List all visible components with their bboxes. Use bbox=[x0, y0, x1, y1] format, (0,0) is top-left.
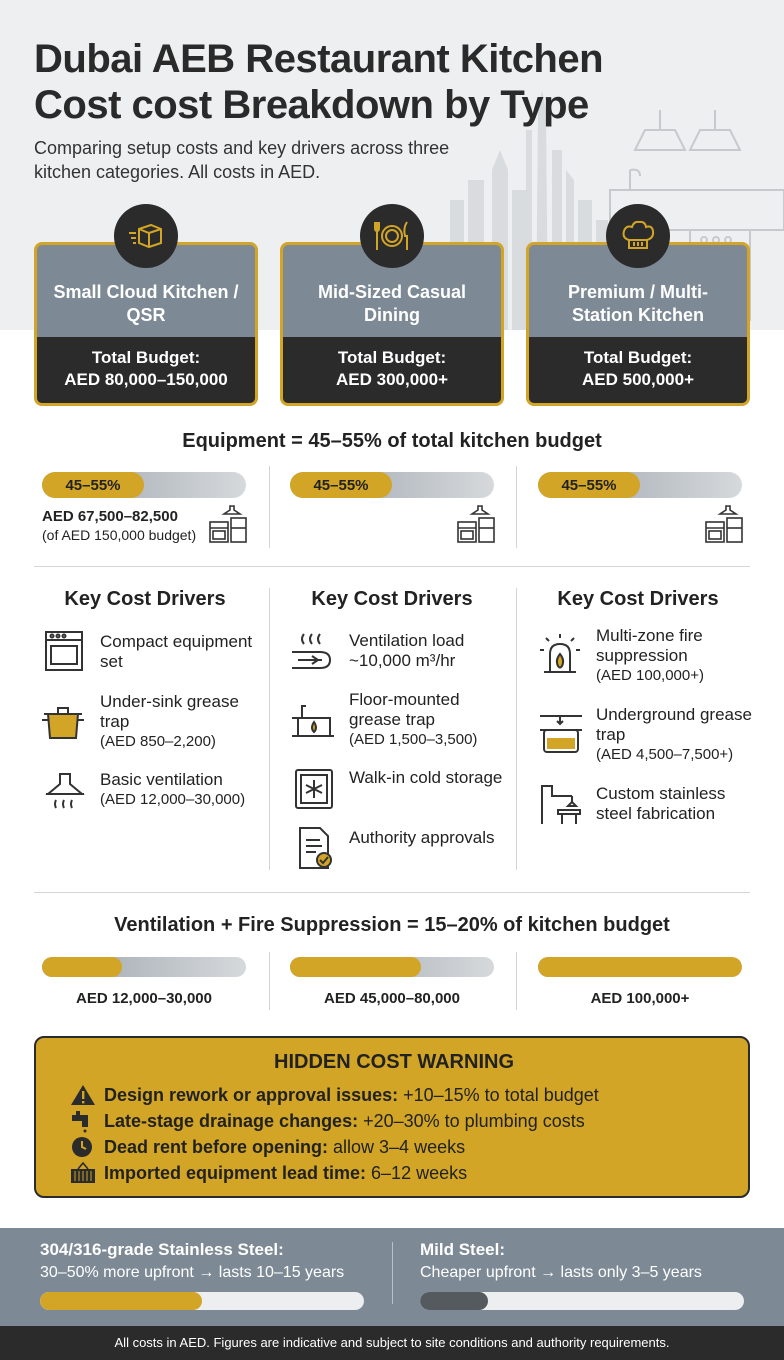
range-hood-icon bbox=[42, 770, 88, 816]
warning-item: Imported equipment lead time: 6–12 weeks bbox=[104, 1161, 467, 1185]
oven-icon bbox=[42, 628, 88, 674]
ventilation-heading: Ventilation + Fire Suppression = 15–20% of kitchen budget bbox=[114, 914, 670, 936]
equipment-heading: Equipment = 45–55% of total kitchen budget bbox=[182, 430, 602, 452]
ventilation-cost-premium: AED 100,000+ bbox=[590, 990, 690, 1007]
chef-hat-icon bbox=[606, 204, 670, 268]
column-divider bbox=[392, 1242, 393, 1304]
ventilation-bar-fill bbox=[290, 957, 421, 977]
equipment-amount: AED 67,500–82,500 bbox=[42, 508, 178, 525]
ventilation-bar-fill bbox=[42, 957, 122, 977]
equipment-bar-premium bbox=[538, 472, 742, 498]
card-budget: Total Budget: AED 500,000+ bbox=[529, 337, 747, 403]
warning-title: HIDDEN COST WARNING bbox=[274, 1051, 514, 1073]
driver-item: Multi-zone fire suppression (AED 100,000+) bbox=[596, 626, 704, 684]
clock-icon bbox=[70, 1135, 96, 1159]
column-divider bbox=[516, 588, 517, 870]
mild-steel-bar bbox=[420, 1292, 744, 1310]
equipment-bar-small bbox=[42, 472, 246, 498]
column-divider bbox=[516, 952, 517, 1010]
warning-item: Late-stage drainage changes: +20–30% to plumbing costs bbox=[104, 1109, 585, 1133]
hidden-cost-warning bbox=[34, 1036, 750, 1198]
equipment-bar-fill: 45–55% bbox=[538, 472, 640, 498]
warning-item: Design rework or approval issues: +10–15% to total budget bbox=[104, 1083, 599, 1107]
driver-item: Under-sink grease trap (AED 850–2,200) bbox=[100, 692, 239, 750]
section-divider bbox=[34, 892, 750, 893]
equipment-bar-fill: 45–55% bbox=[42, 472, 144, 498]
approval-document-icon bbox=[294, 826, 340, 872]
faucet-icon bbox=[70, 1109, 96, 1133]
driver-item: Floor-mounted grease trap (AED 1,500–3,500) bbox=[349, 690, 478, 748]
column-divider bbox=[269, 466, 270, 548]
drivers-title-mid: Key Cost Drivers bbox=[311, 588, 473, 610]
delivery-box-icon bbox=[114, 204, 178, 268]
ventilation-cost-small: AED 12,000–30,000 bbox=[76, 990, 212, 1007]
ventilation-bar-mid bbox=[290, 957, 494, 977]
mild-steel-title: Mild Steel: bbox=[420, 1240, 506, 1259]
ventilation-cost-mid: AED 45,000–80,000 bbox=[324, 990, 460, 1007]
airflow-icon bbox=[288, 630, 334, 676]
footer-disclaimer: All costs in AED. Figures are indicative and subject to site conditions and authority requirements. bbox=[0, 1326, 784, 1360]
column-divider bbox=[516, 466, 517, 548]
fire-alarm-icon bbox=[538, 632, 584, 678]
kitchen-appliances-icon bbox=[704, 504, 744, 544]
ventilation-bar-small bbox=[42, 957, 246, 977]
card-type-name: Premium / Multi-Station Kitchen bbox=[567, 281, 708, 325]
warning-item: Dead rent before opening: allow 3–4 weeks bbox=[104, 1135, 465, 1159]
warning-triangle-icon bbox=[70, 1083, 96, 1107]
stainless-bar bbox=[40, 1292, 364, 1310]
stainless-bar-fill bbox=[40, 1292, 202, 1310]
ventilation-bar-fill bbox=[538, 957, 742, 977]
mild-steel-text: Cheaper upfront → lasts only 3–5 years bbox=[420, 1264, 702, 1281]
section-divider bbox=[34, 566, 750, 567]
card-type-name: Mid-Sized Casual Dining bbox=[317, 281, 467, 325]
steel-comparison bbox=[0, 1228, 784, 1326]
kitchen-appliances-icon bbox=[208, 504, 248, 544]
driver-item: Underground grease trap (AED 4,500–7,500+) bbox=[596, 705, 752, 763]
driver-item: Walk-in cold storage bbox=[349, 768, 503, 787]
column-divider bbox=[269, 588, 270, 870]
card-budget: Total Budget: AED 300,000+ bbox=[283, 337, 501, 403]
driver-item: Authority approvals bbox=[349, 828, 495, 847]
driver-item: Ventilation load ~10,000 m³/hr bbox=[349, 631, 465, 670]
equipment-note: (of AED 150,000 budget) bbox=[42, 527, 197, 543]
card-budget: Total Budget: AED 80,000–150,000 bbox=[37, 337, 255, 403]
equipment-bar-fill: 45–55% bbox=[290, 472, 392, 498]
equipment-bar-mid bbox=[290, 472, 494, 498]
drivers-title-small: Key Cost Drivers bbox=[64, 588, 226, 610]
driver-item: Basic ventilation (AED 12,000–30,000) bbox=[100, 770, 246, 808]
mild-steel-bar-fill bbox=[420, 1292, 488, 1310]
driver-item: Custom stainless steel fabrication bbox=[596, 784, 726, 823]
ventilation-bar-premium bbox=[538, 957, 742, 977]
plate-cutlery-icon bbox=[360, 204, 424, 268]
column-divider bbox=[269, 952, 270, 1010]
card-type-name: Small Cloud Kitchen / QSR bbox=[53, 281, 239, 325]
fabrication-icon bbox=[538, 782, 584, 828]
shipping-container-icon bbox=[70, 1161, 96, 1185]
underground-trap-icon bbox=[538, 712, 584, 758]
cold-storage-icon bbox=[292, 766, 338, 812]
page-subtitle: Comparing setup costs and key drivers across three kitchen categories. All costs in AED. bbox=[34, 138, 450, 182]
stainless-title: 304/316-grade Stainless Steel: bbox=[40, 1240, 284, 1259]
drivers-title-premium: Key Cost Drivers bbox=[557, 588, 719, 610]
page-title: Dubai AEB Restaurant Kitchen Cost cost Breakdown by Type bbox=[34, 37, 604, 127]
stainless-text: 30–50% more upfront → lasts 10–15 years bbox=[40, 1264, 345, 1281]
floor-trap-icon bbox=[290, 696, 336, 742]
grease-pot-icon bbox=[40, 700, 86, 746]
driver-item: Compact equipment set bbox=[100, 632, 253, 671]
kitchen-appliances-icon bbox=[456, 504, 496, 544]
